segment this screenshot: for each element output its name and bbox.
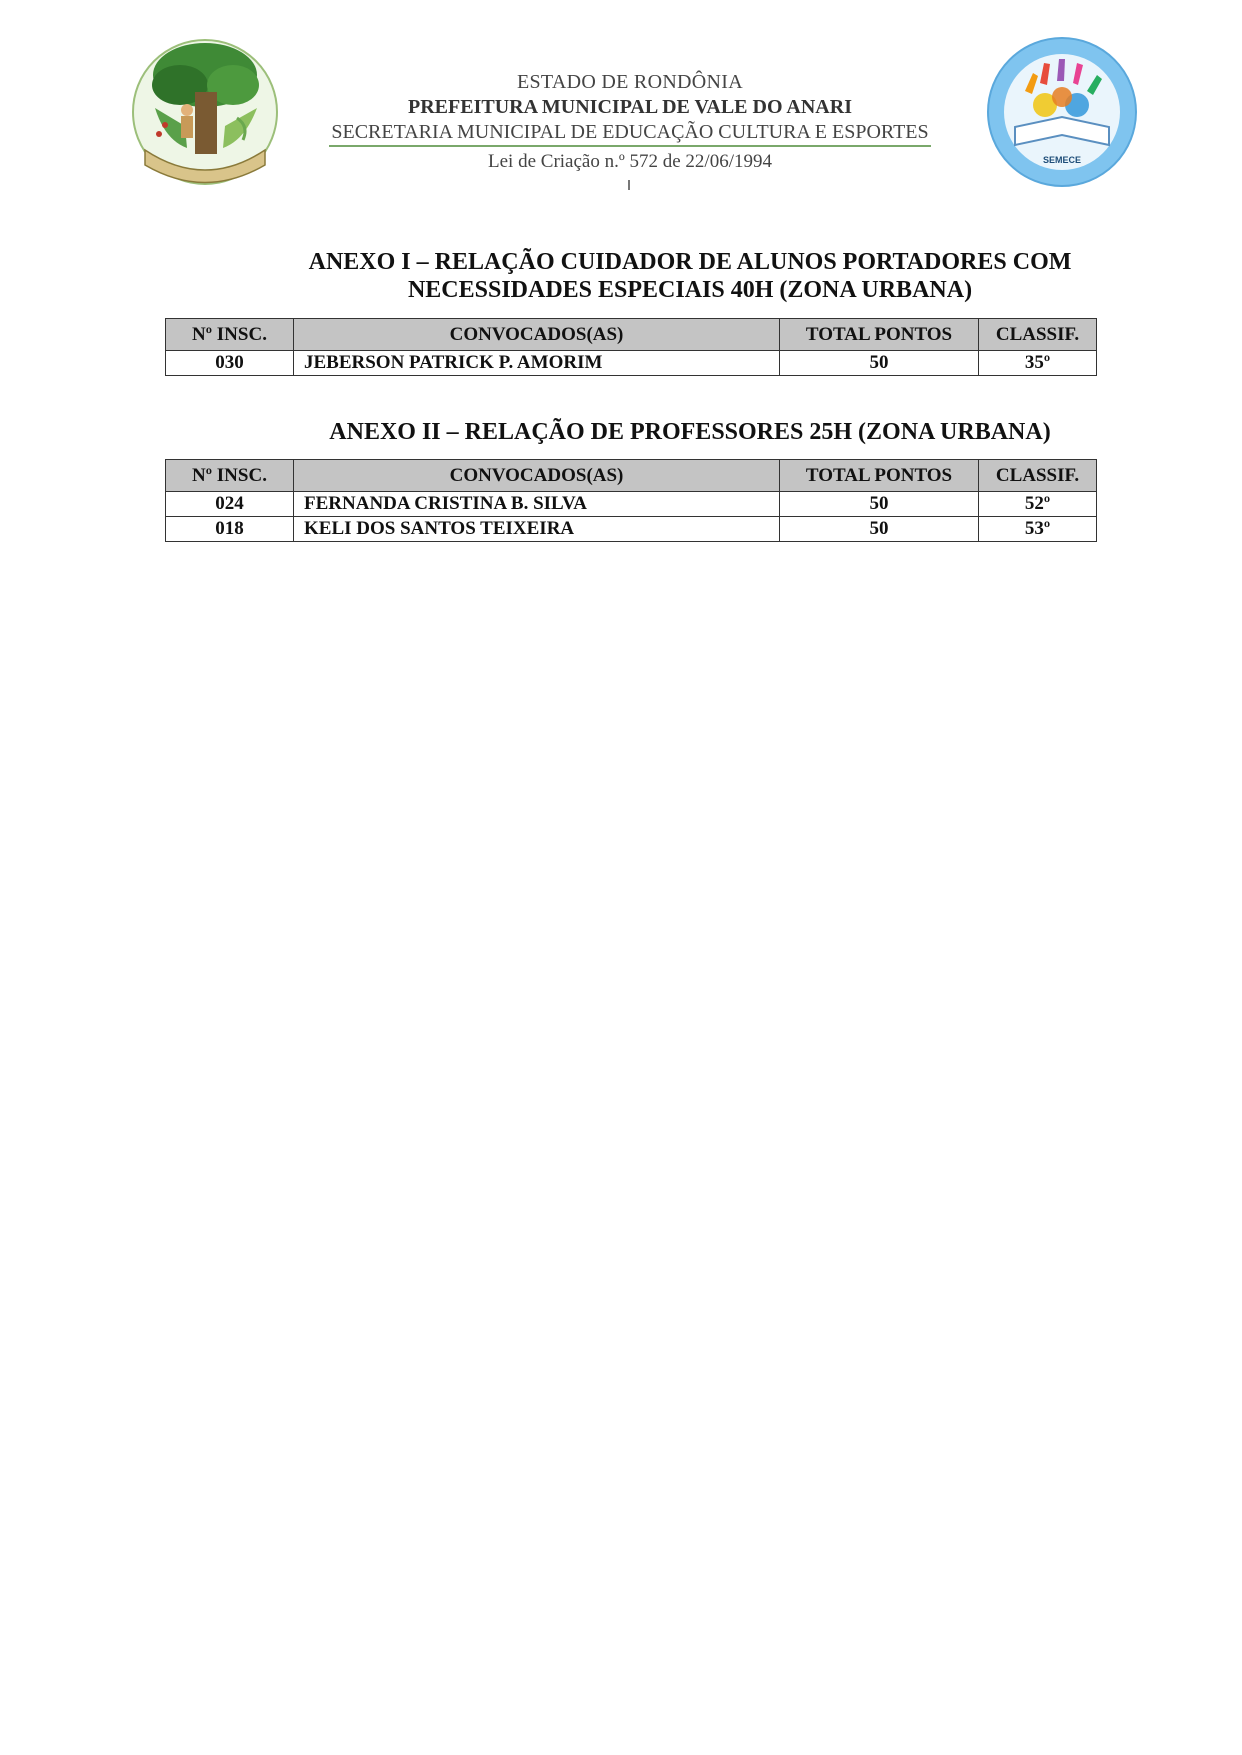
table-row <box>166 517 1097 542</box>
annex2-table <box>165 459 1097 542</box>
cell-rank: 52º <box>979 492 1097 517</box>
creation-law: Lei de Criação n.º 572 de 22/06/1994 <box>488 151 772 172</box>
cell-insc: 018 <box>166 517 294 542</box>
header-classif: CLASSIF. <box>979 319 1097 351</box>
table-row <box>166 492 1097 517</box>
municipal-coat-of-arms-logo <box>125 30 285 190</box>
secretariat-name: SECRETARIA MUNICIPAL DE EDUCAÇÃO CULTURA E ESPORTES <box>329 120 930 147</box>
header-insc: Nº INSC. <box>166 460 294 492</box>
header-insc: Nº INSC. <box>166 319 294 351</box>
annex1-title <box>240 248 1140 304</box>
separator-mark <box>628 180 630 190</box>
header-convocados: CONVOCADOS(AS) <box>294 319 780 351</box>
cell-rank: 35º <box>979 351 1097 376</box>
cell-points: 50 <box>780 351 979 376</box>
cell-insc: 024 <box>166 492 294 517</box>
letterhead <box>300 70 960 175</box>
annex2-title: ANEXO II – RELAÇÃO DE PROFESSORES 25H (ZONA URBANA) <box>329 419 1051 445</box>
semece-seal-text: SEMECE <box>1042 155 1082 165</box>
header-convocados: CONVOCADOS(AS) <box>294 460 780 492</box>
cell-points: 50 <box>780 492 979 517</box>
semece-seal-logo <box>985 35 1140 190</box>
cell-rank: 53º <box>979 517 1097 542</box>
cell-points: 50 <box>780 517 979 542</box>
prefecture-name: PREFEITURA MUNICIPAL DE VALE DO ANARI <box>408 96 852 118</box>
header-total-pontos: TOTAL PONTOS <box>780 460 979 492</box>
annex1-title-line1: ANEXO I – RELAÇÃO CUIDADOR DE ALUNOS PORTADORES COM <box>308 249 1072 275</box>
cell-name: FERNANDA CRISTINA B. SILVA <box>294 492 780 517</box>
annex1-title-line2: NECESSIDADES ESPECIAIS 40H (ZONA URBANA) <box>407 277 973 303</box>
cell-insc: 030 <box>166 351 294 376</box>
cell-name: JEBERSON PATRICK P. AMORIM <box>294 351 780 376</box>
table-row <box>166 351 1097 376</box>
state-name: ESTADO DE RONDÔNIA <box>516 71 743 93</box>
cell-name: KELI DOS SANTOS TEIXEIRA <box>294 517 780 542</box>
annex1-table <box>165 318 1097 376</box>
header-classif: CLASSIF. <box>979 460 1097 492</box>
table-header-row <box>166 460 1097 492</box>
table-header-row <box>166 319 1097 351</box>
header-total-pontos: TOTAL PONTOS <box>780 319 979 351</box>
